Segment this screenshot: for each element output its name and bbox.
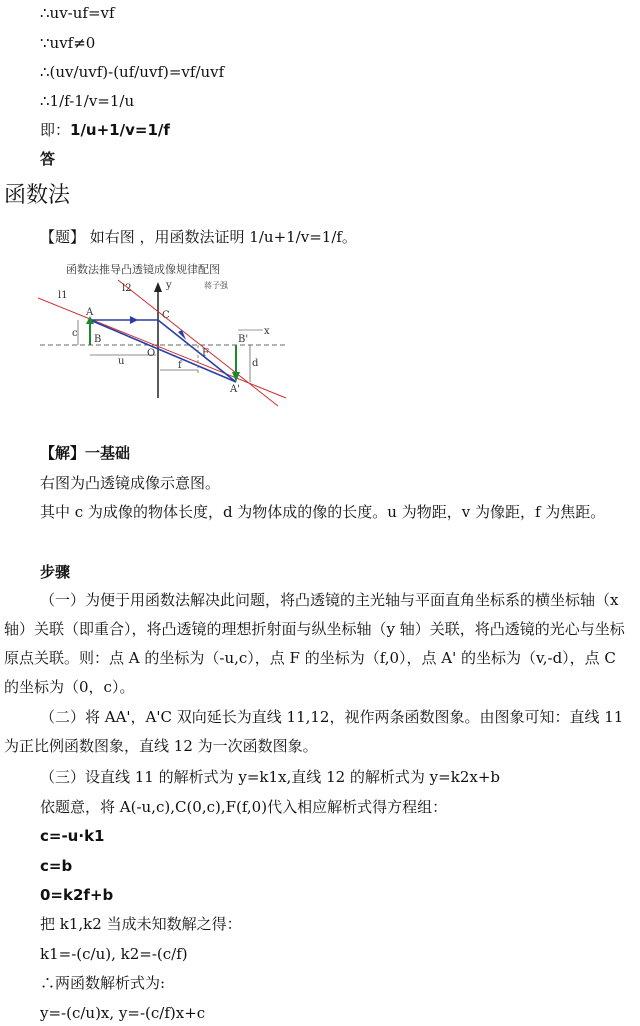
solve-line: 把 k1,k2 当成未知数解之得： [40, 915, 242, 933]
label-C: C [162, 310, 170, 321]
problem-statement: 【题】 如右图 ，用函数法证明 1/u+1/v=1/f。 [40, 228, 357, 246]
x-axis-label: x [264, 326, 270, 337]
label-d: d [252, 358, 259, 369]
convex-lens-diagram [38, 258, 288, 430]
conclusion-formula: 1/u+1/v=1/f [70, 121, 170, 139]
equation-1: c=-u·k1 [40, 827, 105, 845]
y-axis-label: y [166, 280, 172, 291]
equation-3: 0=k2f+b [40, 886, 114, 904]
equation-line-2: ∵uvf≠0 [40, 34, 96, 52]
steps-heading: 步骤 [40, 563, 71, 581]
answer-label: 答 [40, 150, 56, 168]
step-2-paragraph [4, 703, 632, 761]
label-u: u [118, 356, 125, 367]
equation-line-4: ∴1/f-1/v=1/u [40, 92, 135, 110]
label-l2: l2 [122, 283, 132, 294]
y-axis-arrowhead [154, 282, 162, 292]
label-A: A [86, 307, 94, 318]
conclusion-prefix: 即： [40, 121, 71, 139]
label-l1: l1 [58, 290, 68, 301]
label-A-prime: A' [230, 384, 240, 395]
step-1-paragraph [4, 586, 632, 702]
intro-line-1: 右图为凸透镜成像示意图。 [40, 474, 221, 492]
ray-arrow-1 [130, 316, 138, 324]
equation-line-3: ∴(uv/uvf)-(uf/uvf)=vf/uvf [40, 63, 225, 81]
k-solutions: k1=-(c/u), k2=-(c/f) [40, 945, 188, 963]
step-2-text: （二）将 AA'，A'C 双向延长为直线 11,12，视作两条函数图象。由图象可知：直线 11 为正比例函数图象，直线 12 为一次函数图象。 [4, 708, 624, 755]
conclusion-line [40, 121, 170, 139]
label-B-prime: B' [238, 334, 249, 345]
label-B: B [94, 334, 102, 345]
step-1-text: （一）为便于用函数法解决此问题，将凸透镜的主光轴与平面直角坐标系的横坐标轴（x 轴）关联（即重合），将凸透镜的理想折射面与纵坐标轴（y 轴）关联，将凸透镜的光心与坐标原点关联。则：点 A 的坐标为（-u,c），点 F 的坐标为（f,0），点 A' 的坐标为（v,-d），点 C 的坐标为（0，c）。 [4, 591, 625, 696]
intro-paragraph-2 [4, 498, 632, 527]
figure-author: 蒋子强 [204, 281, 228, 290]
section-heading: 函数法 [4, 183, 71, 208]
equation-line-1: ∴uv-uf=vf [40, 4, 115, 22]
figure-title: 函数法推导凸透镜成像规律配图 [66, 263, 220, 276]
final-functions: y=-(c/u)x, y=-(c/f)x+c [40, 1004, 206, 1022]
intro-text-2: 其中 c 为成像的物体长度，d 为物体成的像的长度。u 为物距，v 为像距，f 为焦距。 [40, 503, 606, 521]
label-O: O [147, 348, 156, 359]
step-3-line: （三）设直线 11 的解析式为 y=k1x,直线 12 的解析式为 y=k2x+b [40, 768, 500, 786]
ray-center [90, 320, 236, 382]
substitute-line: 依题意，将 A(-u,c),C(0,c),F(f,0)代入相应解析式得方程组： [40, 798, 448, 816]
solution-heading: 【解】一基础 [40, 444, 131, 462]
label-f: f [178, 360, 182, 371]
label-c: c [72, 328, 78, 339]
equation-2: c=b [40, 857, 73, 875]
line-l2 [118, 280, 278, 406]
label-F: F [202, 348, 209, 359]
two-functions-line: ∴两函数解析式为: [40, 974, 166, 992]
